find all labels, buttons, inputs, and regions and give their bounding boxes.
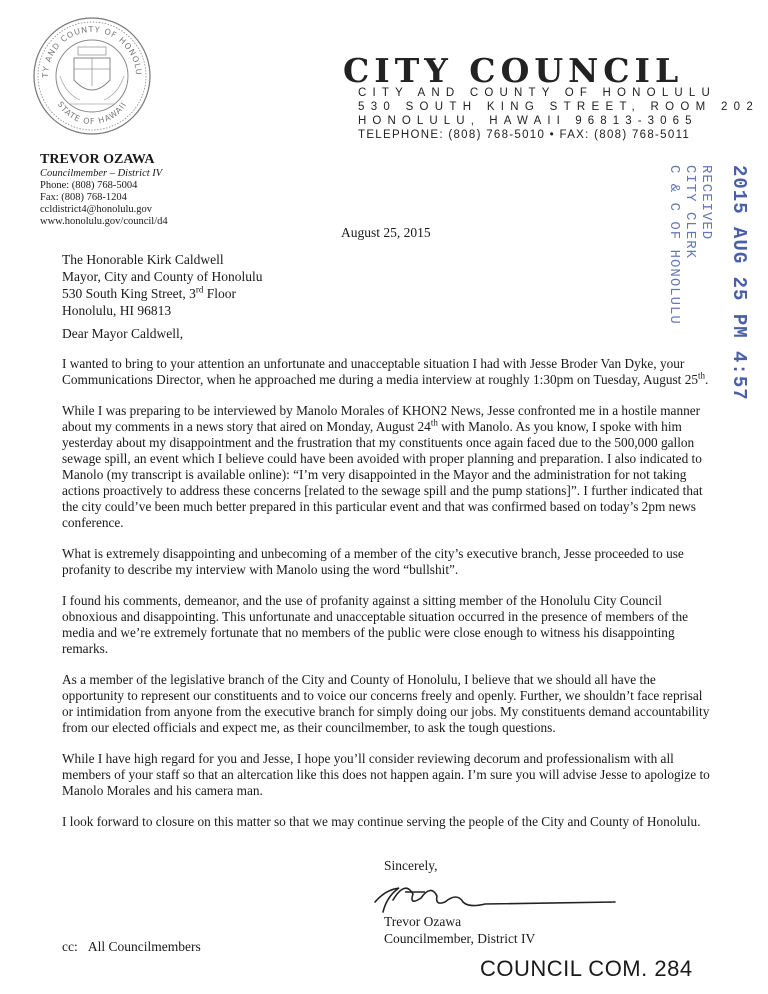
signer-title: Councilmember, District IV (384, 931, 536, 946)
letter-body (62, 356, 710, 845)
sender-email: ccldistrict4@honolulu.gov (40, 204, 153, 215)
letter-date: August 25, 2015 (341, 225, 431, 240)
council-com-number: COUNCIL COM. 284 (480, 956, 693, 981)
header-city-zip: HONOLULU, HAWAII 96813-3065 (358, 115, 698, 127)
stamp-received: RECEIVED (698, 165, 714, 241)
sender-role: Councilmember – District IV (40, 168, 163, 179)
received-stamp (600, 165, 750, 401)
handwritten-signature (365, 872, 635, 920)
signer-name: Trevor Ozawa (384, 914, 462, 929)
stamp-city-clerk: CITY CLERK (682, 165, 698, 260)
sender-phone: Phone: (808) 768-5004 (40, 180, 138, 191)
body-paragraph-2: While I was preparing to be interviewed by Manolo Morales of KHON2 News, Jesse confronted me in a hostile manner about my comments in a news story that aired on Monday, August 24th with Manolo. As you know, I spoke with him yesterday about my disappointment and the frustration that my constituents once again faced due to the 500,000 gallon sewage spill, an event which I believe could have been avoided with proper planning and preparation. I also indicated to Manolo (my transcript is available online): “I’m very disappointed in the Mayor and the administration for not taking actions proactively to address these concerns [related to the sewage spill and the pump stations]”. I further indicated that the city could’ve been much better prepared in this particular event and that was confirmed based on today’s 2pm news conference. (62, 403, 703, 530)
body-paragraph-3: What is extremely disappointing and unbecoming of a member of the city’s executive branch, Jesse proceeded to use profanity to describe my interview with Manolo using the word “bullshit”. (62, 546, 684, 577)
body-paragraph-5: As a member of the legislative branch of the City and County of Honolulu, I believe that we should all have the opportunity to represent our constituents and to voice our concerns freely and openly. Further, we shouldn’t face reprisal or intimidation from anyone from the executive branch for simply doing our jobs. My constituents demand accountability from our elected officials and expect me, as their councilmember, to ask the tough questions. (62, 672, 710, 735)
sender-block (40, 152, 300, 228)
recipient-street: 530 South King Street, 3rd Floor (62, 284, 237, 301)
svg-text:STATE OF HAWAII: STATE OF HAWAII (55, 100, 129, 127)
header-phone-fax: TELEPHONE: (808) 768-5010 • FAX: (808) 768-5011 (358, 129, 691, 141)
sender-fax: Fax: (808) 768-1204 (40, 192, 127, 203)
sender-name: TREVOR OZAWA (40, 152, 155, 167)
header-jurisdiction: CITY AND COUNTY OF HONOLULU (358, 87, 717, 99)
recipient-title: Mayor, City and County of Honolulu (62, 269, 263, 284)
recipient-address (62, 251, 262, 319)
body-paragraph-7: I look forward to closure on this matter so that we may continue serving the people of the City and County of Honolulu. (62, 814, 701, 829)
body-paragraph-4: I found his comments, demeanor, and the use of profanity against a sitting member of the Honolulu City Council obnoxious and disappointing. This unfortunate and unacceptable situation occurred in the presence of members of the media and we’re extremely fortunate that no members of the public were close enough to witness his disappointing remarks. (62, 593, 689, 656)
stamp-cc-honolulu: C & C OF HONOLULU (666, 165, 682, 325)
city-county-seal (30, 14, 154, 138)
city-council-title: CITY COUNCIL (343, 51, 684, 90)
sender-website: www.honolulu.gov/council/d4 (40, 216, 168, 227)
body-paragraph-6: While I have high regard for you and Jesse, I hope you’ll consider reviewing decorum and professionalism with all members of your staff so that an altercation like this does not happen again. I’m sure you will advise Jesse to apologize to Manolo Morales and his camera man. (62, 751, 710, 798)
cc-line: cc: All Councilmembers (62, 939, 201, 954)
recipient-name: The Honorable Kirk Caldwell (62, 252, 224, 267)
svg-text:CITY AND COUNTY OF HONOLULU: TY AND COUNTY OF HONOLU (40, 24, 144, 78)
salutation: Dear Mayor Caldwell, (62, 326, 184, 341)
recipient-city: Honolulu, HI 96813 (62, 303, 172, 318)
header-street: 530 SOUTH KING STREET, ROOM 202 (358, 101, 760, 113)
stamp-date: 2015 AUG 25 PM 4:57 (728, 165, 750, 401)
closing: Sincerely, (384, 858, 438, 873)
body-paragraph-1: I wanted to bring to your attention an unfortunate and unacceptable situation I had with Jesse Broder Van Dyke, your Communications Director, when he approached me during a media interview at roughly 1:30pm on Tuesday, August 25th. (62, 356, 709, 387)
